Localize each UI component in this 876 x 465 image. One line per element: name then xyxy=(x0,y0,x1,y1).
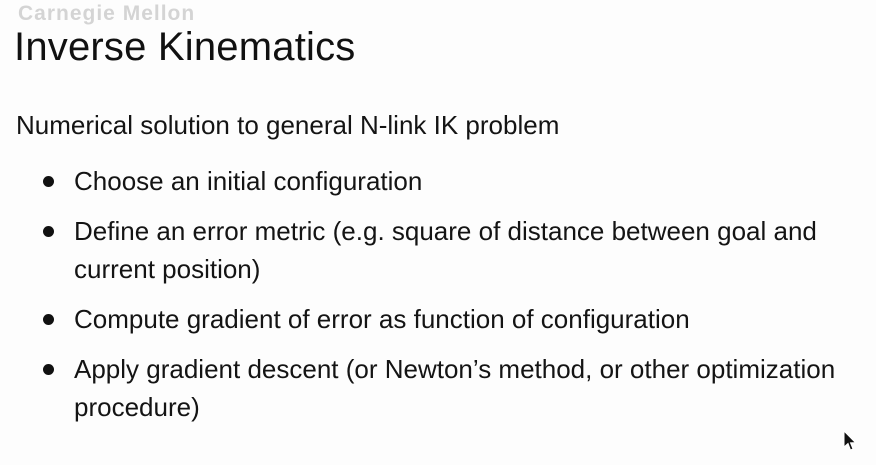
list-item xyxy=(38,351,864,427)
list-item-text: Apply gradient descent (or Newton’s method, or other optimization procedure) xyxy=(74,353,836,422)
list-item-text: Define an error metric (e.g. square of distance between goal and current position) xyxy=(74,215,817,284)
bullet-dot-icon xyxy=(43,226,54,237)
bullet-dot-icon xyxy=(43,314,54,325)
list-item-text: Compute gradient of error as function of configuration xyxy=(74,303,690,334)
lead-statement: Numerical solution to general N-link IK problem xyxy=(16,110,560,140)
page-title: Inverse Kinematics xyxy=(14,24,356,69)
list-item-text: Choose an initial configuration xyxy=(74,166,423,196)
institution-watermark: Carnegie Mellon xyxy=(18,2,196,25)
list-item xyxy=(38,163,864,201)
bullet-dot-icon xyxy=(43,176,54,187)
bullet-list xyxy=(38,163,864,439)
list-item xyxy=(38,301,864,339)
bullet-dot-icon xyxy=(43,364,54,375)
list-item xyxy=(38,213,864,289)
